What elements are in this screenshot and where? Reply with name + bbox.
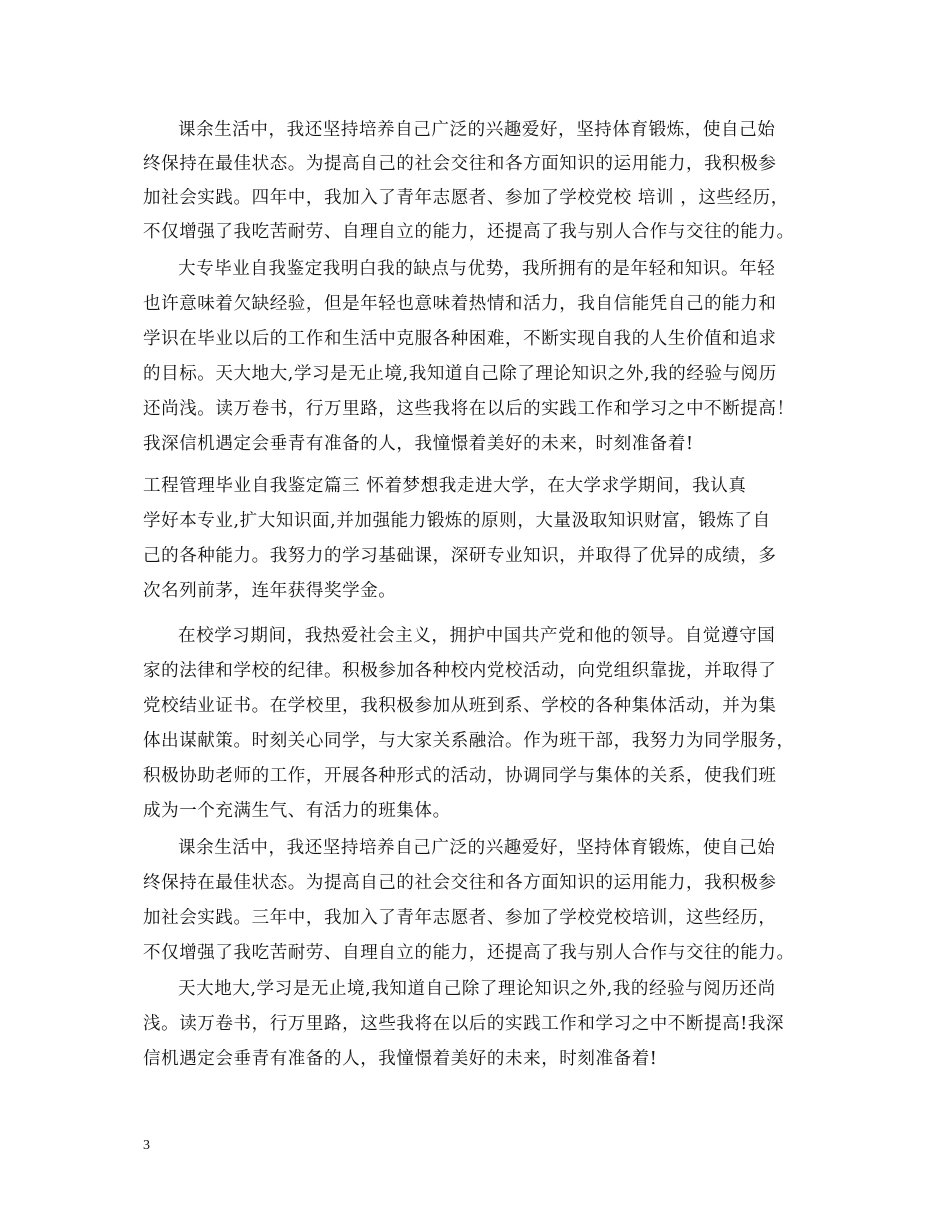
text-line: 终保持在最佳状态。为提高自己的社会交往和各方面知识的运用能力，我积极参	[143, 154, 777, 174]
text-line: 加社会实践。四年中，我加入了青年志愿者、参加了学校党校 培训 ，这些经历，	[143, 188, 789, 208]
text-line: 积极协助老师的工作，开展各种形式的活动，协调同学与集体的关系，使我们班	[143, 766, 777, 786]
text-line: 还尚浅。读万卷书，行万里路，这些我将在以后的实践工作和学习之中不断提高！	[143, 399, 795, 419]
text-line: 学好本专业,扩大知识面,并加强能力锻炼的原则，大量汲取知识财富，锻炼了自	[143, 511, 771, 531]
text-line: 天大地大,学习是无止境,我知道自己除了理论知识之外,我的经验与阅历还尚	[178, 979, 776, 999]
text-line: 课余生活中，我还坚持培养自己广泛的兴趣爱好，坚持体育锻炼，使自己始	[178, 838, 776, 858]
text-line: 不仅增强了我吃苦耐劳、自理自立的能力，还提高了我与别人合作与交往的能力。	[143, 943, 795, 963]
text-line: 浅。读万卷书，行万里路，这些我将在以后的实践工作和学习之中不断提高!我深	[143, 1014, 785, 1034]
text-line: 我深信机遇定会垂青有准备的人，我憧憬着美好的未来，时刻准备着!	[143, 434, 694, 454]
text-line: 学识在毕业以后的工作和生活中克服各种困难，不断实现自我的人生价值和追求	[143, 329, 777, 349]
text-line: 课余生活中，我还坚持培养自己广泛的兴趣爱好，坚持体育锻炼，使自己始	[178, 120, 776, 140]
text-line: 家的法律和学校的纪律。积极参加各种校内党校活动，向党组织靠拢，并取得了	[143, 661, 777, 681]
text-line: 信机遇定会垂青有准备的人，我憧憬着美好的未来，时刻准备着!	[143, 1049, 658, 1069]
text-line: 在校学习期间，我热爱社会主义，拥护中国共产党和他的领导。自觉遵守国	[178, 626, 776, 646]
text-line: 的目标。天大地大,学习是无止境,我知道自己除了理论知识之外,我的经验与阅历	[143, 364, 777, 384]
text-line: 不仅增强了我吃苦耐劳、自理自立的能力，还提高了我与别人合作与交往的能力。	[143, 222, 795, 242]
page-number: 3	[143, 1138, 150, 1153]
text-line: 己的各种能力。我努力的学习基础课，深研专业知识，并取得了优异的成绩，多	[143, 546, 777, 566]
text-line: 也许意味着欠缺经验，但是年轻也意味着热情和活力，我自信能凭自己的能力和	[143, 294, 777, 314]
text-line: 大专毕业自我鉴定我明白我的缺点与优势，我所拥有的是年轻和知识。年轻	[178, 259, 776, 279]
text-line: 体出谋献策。时刻关心同学，与大家关系融洽。作为班干部，我努力为同学服务，	[143, 731, 795, 751]
text-line: 终保持在最佳状态。为提高自己的社会交往和各方面知识的运用能力，我积极参	[143, 873, 777, 893]
text-line: 成为一个充满生气、有活力的班集体。	[143, 801, 451, 821]
text-line: 加社会实践。三年中，我加入了青年志愿者、参加了学校党校培训，这些经历，	[143, 908, 777, 928]
section-heading-line: 工程管理毕业自我鉴定篇三 怀着梦想我走进大学，在大学求学期间，我认真	[143, 476, 747, 496]
text-line: 党校结业证书。在学校里，我积极参加从班到系、学校的各种集体活动，并为集	[143, 696, 777, 716]
text-line: 次名列前茅，连年获得奖学金。	[143, 581, 397, 601]
